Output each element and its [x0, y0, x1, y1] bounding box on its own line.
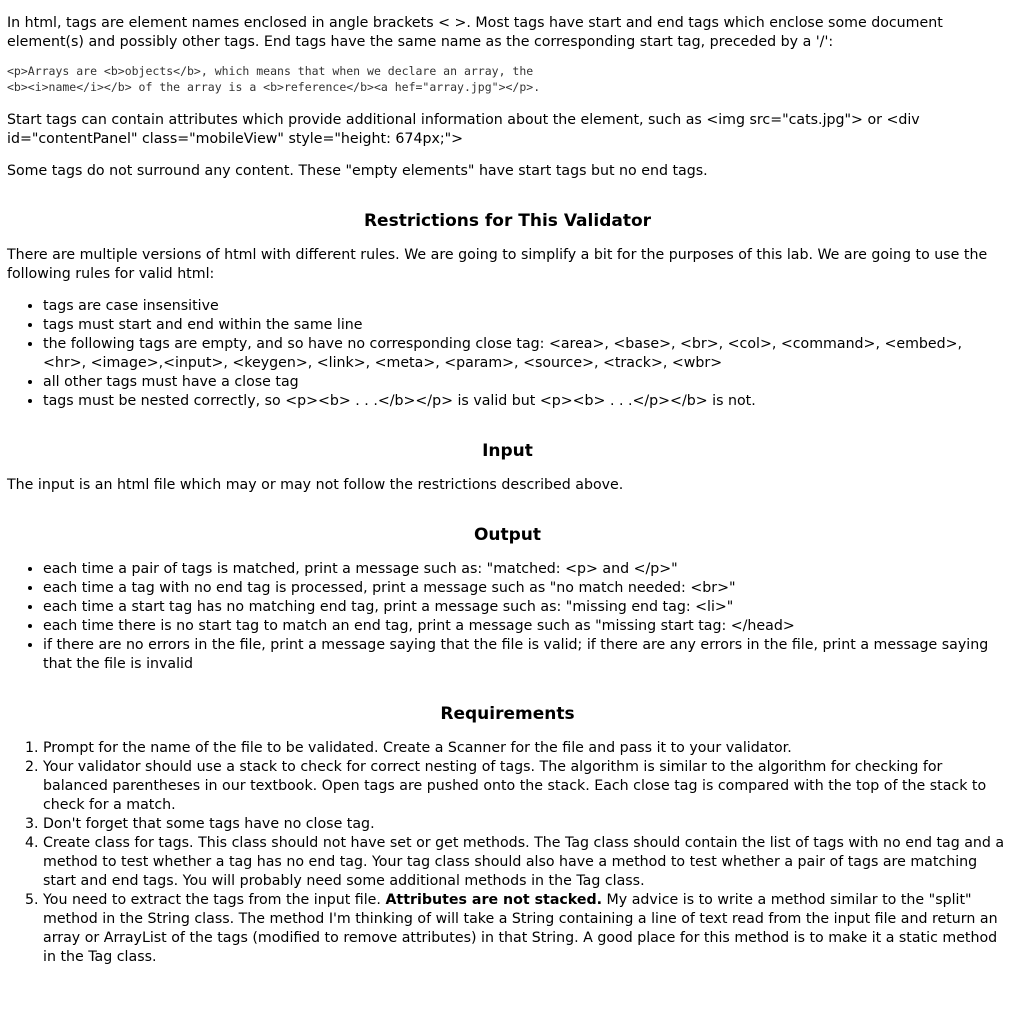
requirements-heading: Requirements: [440, 704, 575, 724]
requirements-list: [7, 739, 1008, 967]
list-item: • each time there is no start tag to match an end tag, print a message such as "missing start tag: </head>: [43, 617, 1008, 636]
item5-bold-text: Attributes are not stacked.: [385, 892, 603, 908]
code-line-1: <p>Arrays are <b>objects</b>, which means that when we declare an array, the: [7, 64, 534, 78]
list-item: • tags must start and end within the same line: [43, 316, 1008, 335]
list-item: • all other tags must have a close tag: [43, 373, 1008, 392]
list-item: • each time a pair of tags is matched, print a message such as: "matched: <p> and </p>": [43, 560, 1008, 579]
list-item: 1. Prompt for the name of the file to be validated. Create a Scanner for the file and pass it to your validator.: [43, 739, 1008, 758]
list-item: • tags are case insensitive: [43, 297, 1008, 316]
item5-text-pre: You need to extract the tags from the input file.: [43, 892, 386, 908]
list-item: 3. Don't forget that some tags have no close tag.: [43, 815, 1008, 834]
list-item: 2. Your validator should use a stack to check for correct nesting of tags. The algorithm is similar to the algorithm for checking for balanced parentheses in our textbook. Open tags are pushed onto the stack. Each close tag is compared with the top of the stack to check for a match.: [43, 758, 1008, 815]
intro-paragraph: In html, tags are element names enclosed in angle brackets < >. Most tags have start and end tags which enclose some document element(s) and possibly other tags. End tags have the same name as the corresponding start tag, preceded by a '/':: [7, 15, 943, 50]
code-line-2: <b><i>name</i></b> of the array is a <b>reference</b><a hef="array.jpg"></p>.: [7, 80, 541, 94]
attributes-paragraph: Start tags can contain attributes which provide additional information about the element, such as <img src="cats.jpg"> or <div id="contentPanel" class="mobileView" style="height: 674px;">: [7, 112, 920, 147]
list-item: 4. Create class for tags. This class should not have set or get methods. The Tag class should contain the list of tags with no end tag and a method to test whether a tag has no end tag. Your tag class should also have a method to test whether a pair of tags are matching start and end tags. You will probably need some additional methods in the Tag class.: [43, 834, 1008, 891]
list-item: • tags must be nested correctly, so <p><b> . . .</b></p> is valid but <p><b> . . .</p></b> is not.: [43, 392, 1008, 411]
output-heading: Output: [473, 525, 542, 545]
list-item: • each time a tag with no end tag is processed, print a message such as "no match needed: <br>": [43, 579, 1008, 598]
list-item: [43, 891, 1008, 967]
output-list: [7, 560, 1008, 674]
input-heading: Input: [482, 441, 533, 461]
list-item: • the following tags are empty, and so have no corresponding close tag: <area>, <base>, <br>, <col>, <command>, <embed>, <hr>, <image>,<input>, <keygen>, <link>, <meta>, <param>, <source>, <track>, <wbr>: [43, 335, 1008, 373]
list-item: • each time a start tag has no matching end tag, print a message such as: "missing end tag: <li>": [43, 598, 1008, 617]
restrictions-list: [7, 297, 1008, 411]
code-example: [7, 63, 1008, 95]
restrictions-heading: Restrictions for This Validator: [363, 211, 652, 231]
input-body: The input is an html file which may or may not follow the restrictions described above.: [7, 477, 624, 493]
restrictions-body: There are multiple versions of html with different rules. We are going to simplify a bit for the purposes of this lab. We are going to use the following rules for valid html:: [7, 247, 988, 282]
item5-text-post: My advice is to write a method similar to the "split" method in the String class. The method I'm thinking of will take a String containing a line of text read from the input file and return an array or ArrayList of the tags (modified to remove attributes) in that String. A good place for this method is to make it a static method in the Tag class.: [43, 892, 998, 965]
empty-elements-paragraph: Some tags do not surround any content. These "empty elements" have start tags but no end tags.: [7, 163, 708, 179]
list-item: • if there are no errors in the file, print a message saying that the file is valid; if there are any errors in the file, print a message saying that the file is invalid: [43, 636, 1008, 674]
